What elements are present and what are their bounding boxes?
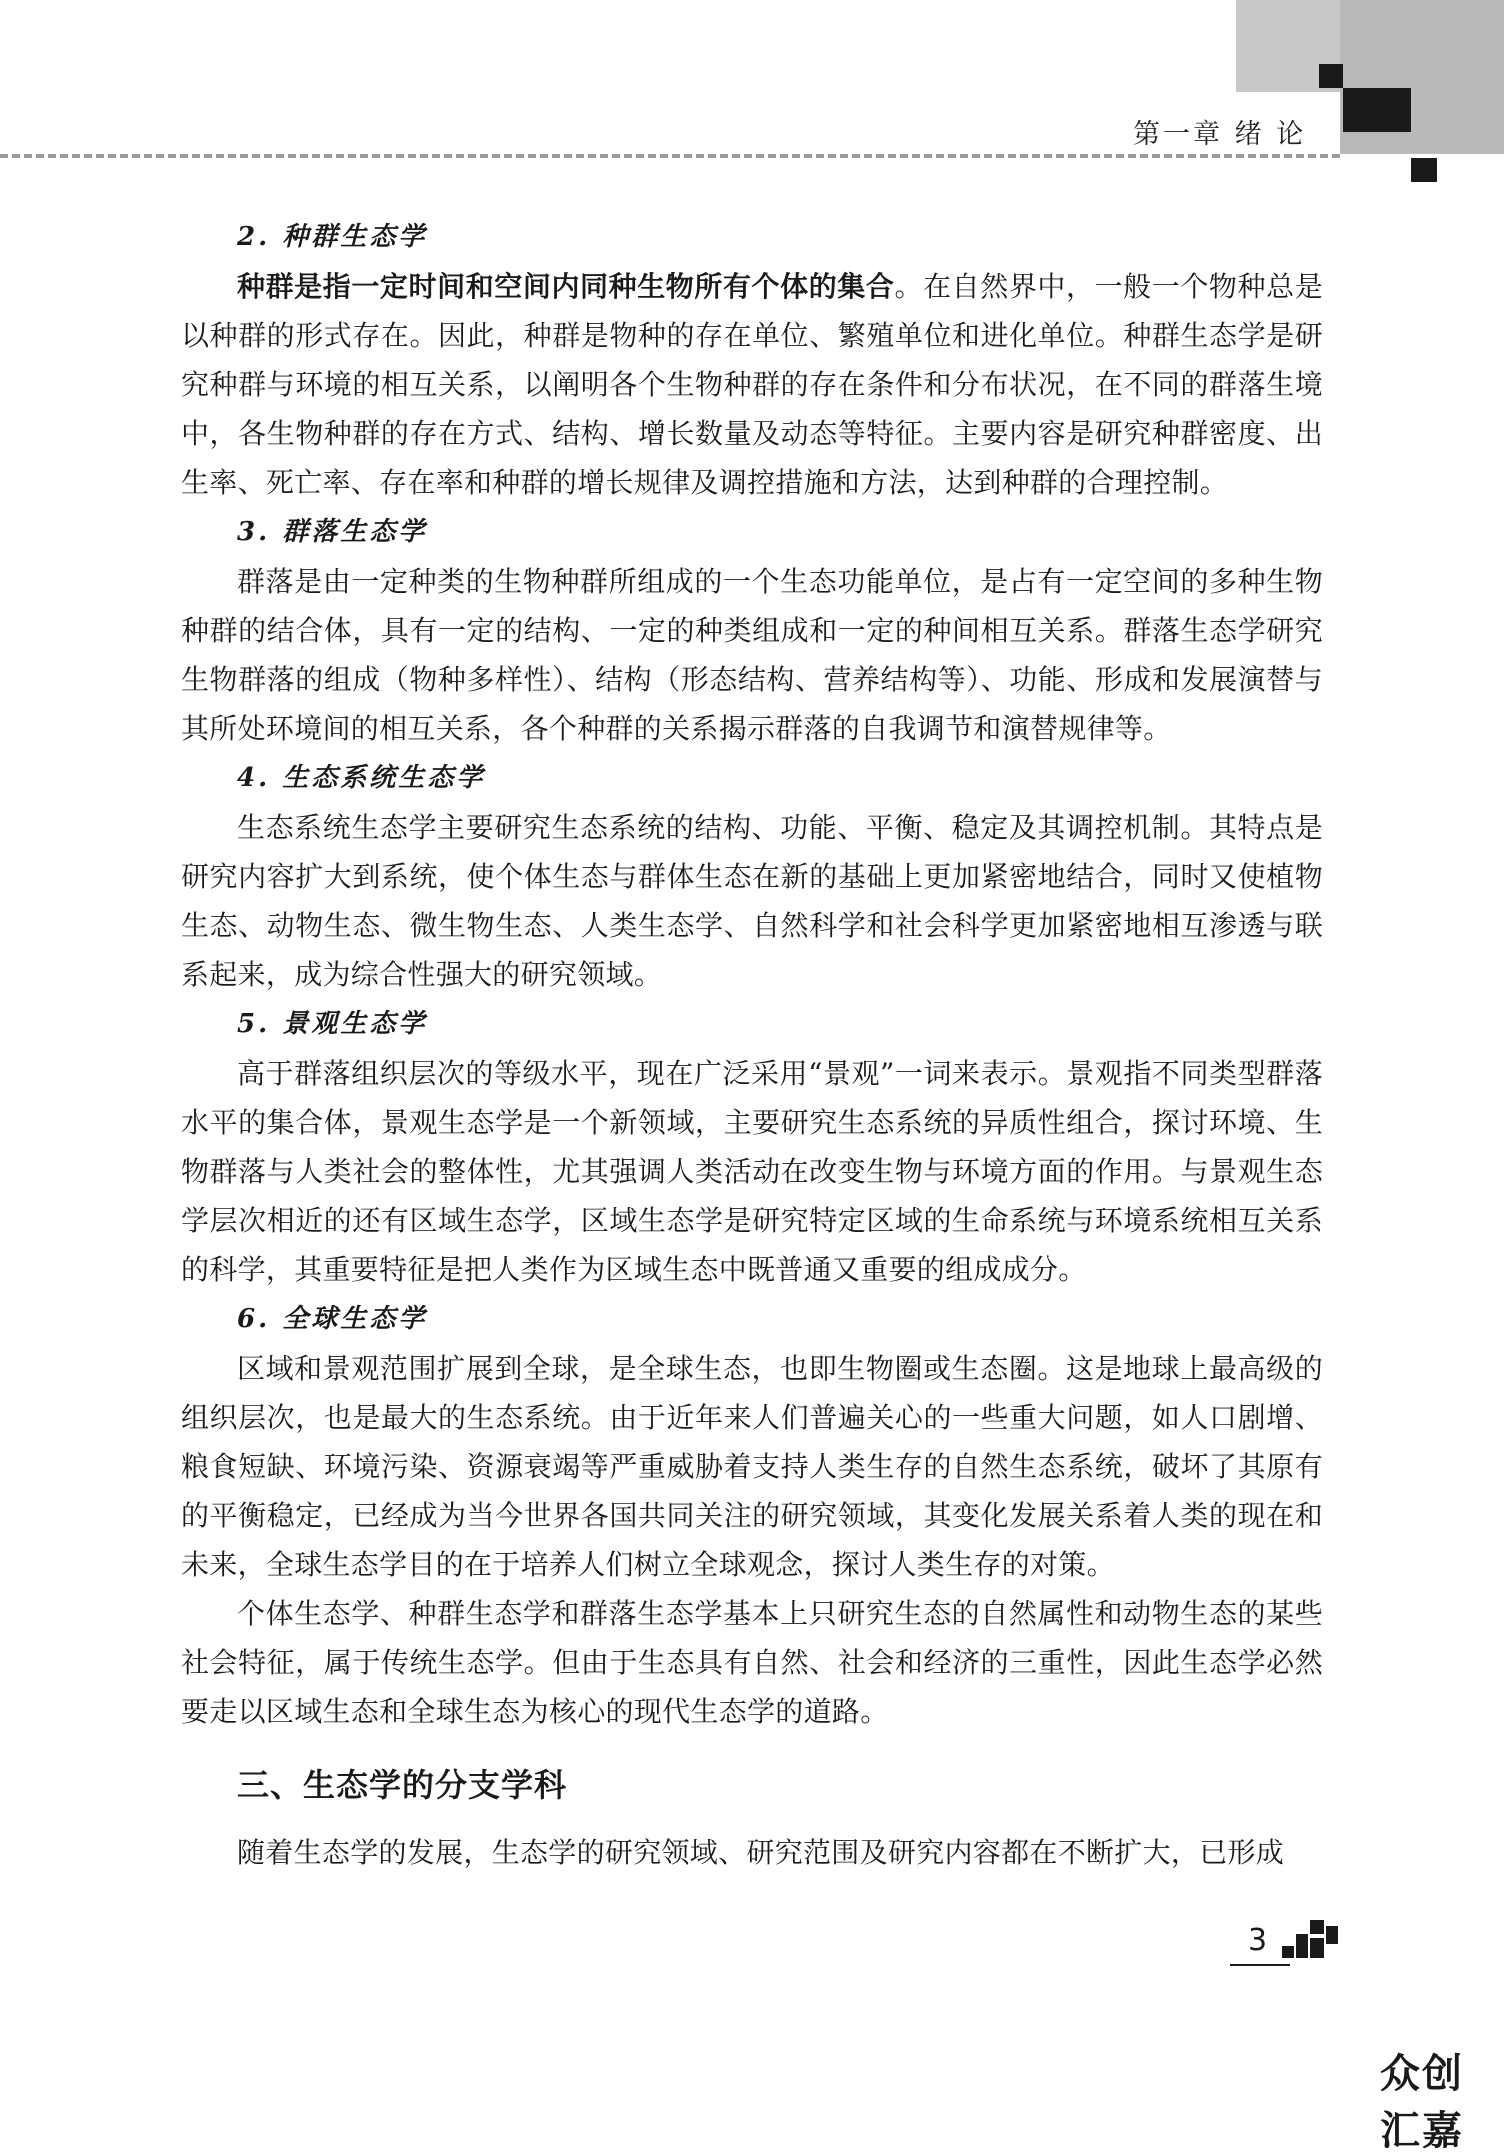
paragraph-population-ecology — [181, 262, 1323, 507]
section-heading-population-ecology: 2. 种群生态学 — [237, 222, 428, 252]
section-heading-global-ecology: 6. 全球生态学 — [237, 1304, 428, 1334]
section-heading-community-ecology: 3. 群落生态学 — [237, 517, 428, 547]
paragraph-ecosystem-ecology: 生态系统生态学主要研究生态系统的结构、功能、平衡、稳定及其调控机制。其特点是研究内容扩大到系统，使个体生态与群体生态在新的基础上更加紧密地结合，同时又使植物生态、动物生态、微生物生态、人类生态学、自然科学和社会科学更加紧密地相互渗透与联系起来，成为综合性强大的研究领域。 — [181, 811, 1323, 991]
page-number: 3 — [1248, 1923, 1268, 1958]
paragraph-community-ecology: 群落是由一定种类的生物种群所组成的一个生态功能单位，是占有一定空间的多种生物种群的结合体，具有一定的结构、一定的种类组成和一定的种间相互关系。群落生态学研究生物群落的组成（物种多样性）、结构（形态结构、营养结构等）、功能、形成和发展演替与其所处环境间的相互关系，各个种群的关系揭示群落的自我调节和演替规律等。 — [181, 565, 1323, 745]
header-black-square-small — [1319, 64, 1343, 88]
footer-square-5 — [1326, 1926, 1338, 1944]
paragraph-population-ecology-text: 。在自然界中，一般一个物种总是以种群的形式存在。因此，种群是物种的存在单位、繁殖单位和进化单位。种群生态学是研究种群与环境的相互关系，以阐明各个生物种群的存在条件和分布状况，在不同的群落生境中，各生物种群的存在方式、结构、增长数量及动态等特征。主要内容是研究种群密度、出生率、死亡率、存在率和种群的增长规律及调控措施和方法，达到种群的合理控制。 — [181, 270, 1323, 499]
footer-square-2 — [1296, 1934, 1308, 1958]
section-heading-branch-disciplines: 三、生态学的分支学科 — [237, 1766, 568, 1804]
section-heading-landscape-ecology: 5. 景观生态学 — [237, 1009, 428, 1039]
watermark-logo: 众创汇嘉 — [1380, 2051, 1464, 2154]
chapter-title: 第一章 绪 论 — [1133, 119, 1307, 150]
page-content — [181, 212, 1323, 1877]
section-heading-ecosystem-ecology: 4. 生态系统生态学 — [237, 763, 486, 793]
header-black-square-bottom — [1411, 158, 1437, 182]
paragraph-landscape-ecology: 高于群落组织层次的等级水平，现在广泛采用“景观”一词来表示。景观指不同类型群落水平的集合体，景观生态学是一个新领域，主要研究生态系统的异质性组合，探讨环境、生物群落与人类社会的整体性，尤其强调人类活动在改变生物与环境方面的作用。与景观生态学层次相近的还有区域生态学，区域生态学是研究特定区域的生命系统与环境系统相互关系的科学，其重要特征是把人类作为区域生态中既普通又重要的组成成分。 — [181, 1057, 1323, 1286]
footer-square-1 — [1282, 1946, 1294, 1958]
header-black-square-large — [1343, 88, 1411, 132]
page-number-underline — [1230, 1964, 1290, 1966]
definition-population: 种群是指一定时间和空间内同种生物所有个体的集合 — [237, 270, 895, 303]
paragraph-global-ecology: 区域和景观范围扩展到全球，是全球生态，也即生物圈或生态圈。这是地球上最高级的组织层次，也是最大的生态系统。由于近年来人们普遍关心的一些重大问题，如人口剧增、粮食短缺、环境污染、资源衰竭等严重威胁着支持人类生存的自然生态系统，破坏了其原有的平衡稳定，已经成为当今世界各国共同关注的研究领域，其变化发展关系着人类的现在和未来，全球生态学目的在于培养人们树立全球观念，探讨人类生存的对策。 — [181, 1352, 1323, 1581]
paragraph-traditional-ecology: 个体生态学、种群生态学和群落生态学基本上只研究生态的自然属性和动物生态的某些社会特征，属于传统生态学。但由于生态具有自然、社会和经济的三重性，因此生态学必然要走以区域生态和全球生态为核心的现代生态学的道路。 — [181, 1597, 1323, 1728]
footer-square-3 — [1310, 1920, 1324, 1934]
paragraph-branch-disciplines: 随着生态学的发展，生态学的研究领域、研究范围及研究内容都在不断扩大，已形成 — [237, 1836, 1285, 1869]
header-dashed-rule — [0, 154, 1340, 158]
footer-square-4 — [1310, 1938, 1324, 1958]
